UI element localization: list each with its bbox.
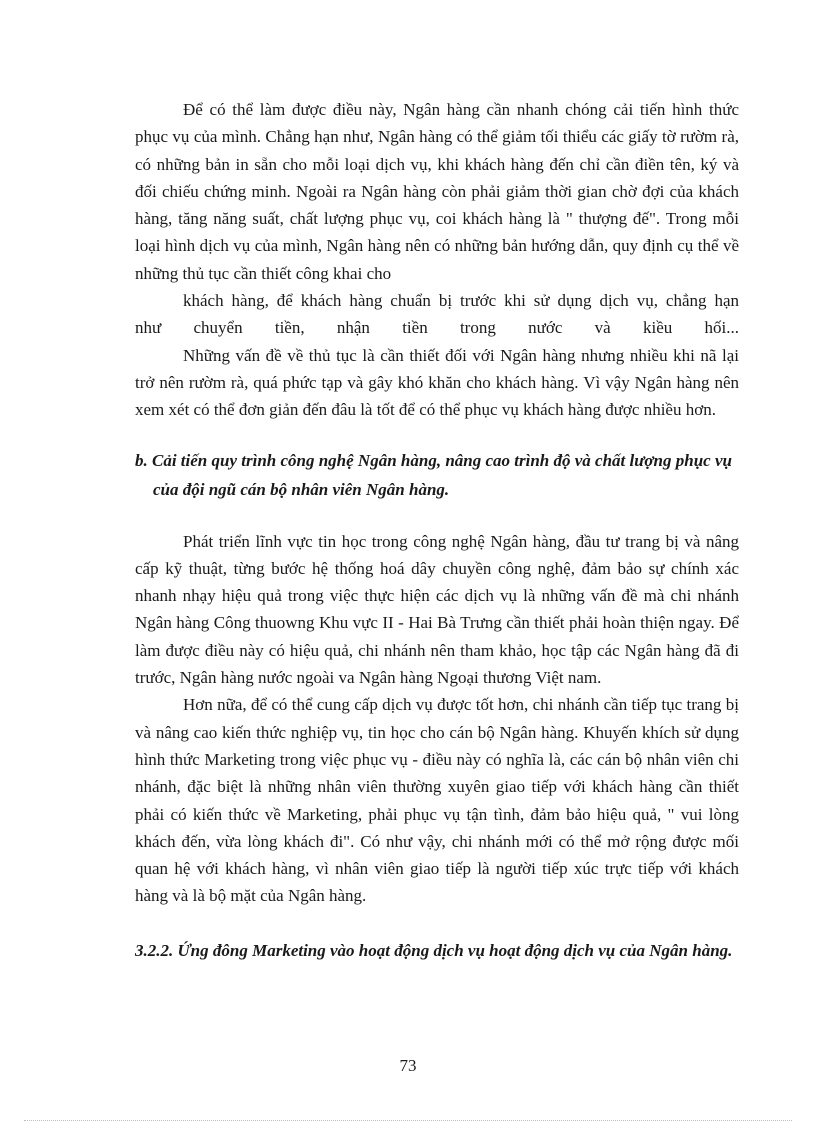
paragraph-technology: Phát triển lĩnh vực tin học trong công nghệ Ngân hàng, đầu tư trang bị và nâng cấp kỹ thuật, từng bước hệ thống hoá dây chuyền công nghệ, đảm bảo sự chính xác nhanh nhạy hiệu quả trong việc thực hiện các dịch vụ là những vấn đề mà chi nhánh Ngân hàng Công thuowng Khu vực II - Hai Bà Trưng cần thiết phải hoàn thiện ngay. Để làm được điều này có hiệu quả, chi nhánh nên tham khảo, học tập các Ngân hàng đã đi trước, Ngân hàng nước ngoài va Ngân hàng Ngoại thương Việt nam.	[135, 531, 739, 688]
paragraph-service-improvement: Để có thể làm được điều này, Ngân hàng cần nhanh chóng cải tiến hình thức phục vụ của mình. Chẳng hạn như, Ngân hàng có thể giảm tối thiểu các giấy tờ rườm rà, có những bản in sẵn cho mỗi loại dịch vụ, khi khách hàng đến chỉ cần điền tên, ký và đối chiếu chứng minh. Ngoài ra Ngân hàng còn phải giảm thời gian chờ đợi của khách hàng, tăng năng suất, chất lượng phục vụ, coi khách hàng là " thượng đế". Trong mỗi loại hình dịch vụ của mình, Ngân hàng nên có những bản hướng dẫn, quy định cụ thể về những thủ tục cần thiết công khai cho	[135, 100, 739, 283]
paragraph-service-improvement-continued: khách hàng, để khách hàng chuẩn bị trước khi sử dụng dịch vụ, chẳng hạn	[183, 291, 739, 311]
footer-divider	[24, 1120, 792, 1121]
page-number: 73	[399, 1056, 417, 1075]
page-body	[135, 96, 739, 965]
section-heading-b: b. Cải tiến quy trình công nghệ Ngân hàng, nâng cao trình độ và chất lượng phục vụ của đội ngũ cán bộ nhân viên Ngân hàng.	[135, 450, 732, 499]
paragraph-service-examples: như chuyển tiền, nhận tiền trong nước và kiều hối...	[135, 318, 739, 338]
paragraph-staff-training: Hơn nữa, để có thể cung cấp dịch vụ được tốt hơn, chi nhánh cần tiếp tục trang bị và nâng cao kiến thức nghiệp vụ, tin học cho cán bộ Ngân hàng. Khuyến khích sử dụng hình thức Marketing trong việc phục vụ - điều này có nghĩa là, các cán bộ nhân viên chi nhánh, đặc biệt là những nhân viên thường xuyên giao tiếp với khách hàng cần thiết phải có kiến thức về Marketing, phải phục vụ tận tình, đảm bảo hiệu quả, " vui lòng khách đến, vừa lòng khách đi". Có như vậy, chi nhánh mới có thể mở rộng được mối quan hệ với khách hàng, vì nhân viên giao tiếp là người tiếp xúc trực tiếp với khách hàng và là bộ mặt của Ngân hàng.	[135, 695, 739, 906]
paragraph-procedures: Những vấn đề về thủ tục là cần thiết đối với Ngân hàng nhưng nhiều khi nã lại trở nên rườm rà, quá phức tạp và gây khó khăn cho khách hàng. Vì vậy Ngân hàng nên xem xét có thể đơn giản đến đâu là tốt để có thể phục vụ khách hàng được nhiều hơn.	[135, 345, 739, 420]
section-heading-3-2-2: 3.2.2. Ứng đông Marketing vào hoạt động dịch vụ hoạt động dịch vụ của Ngân hàng.	[135, 940, 733, 960]
